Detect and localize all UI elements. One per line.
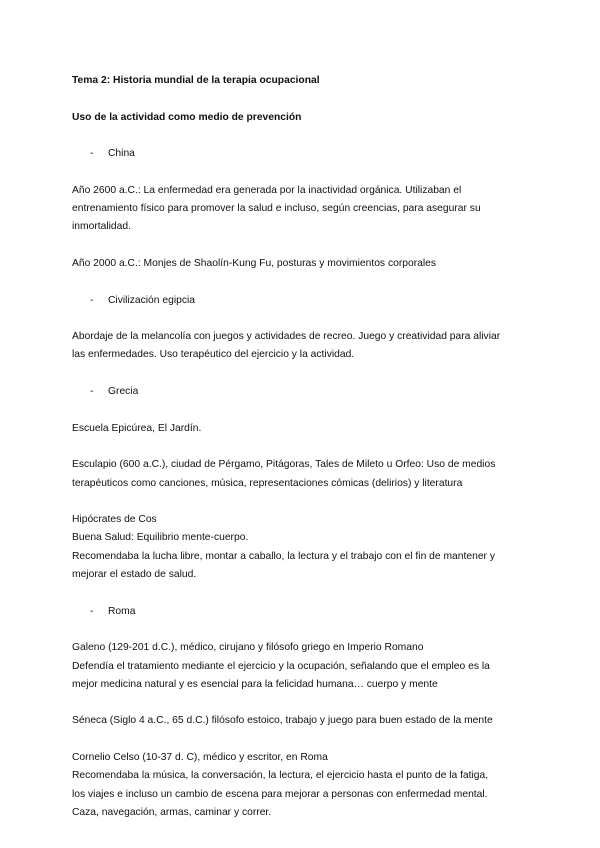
- spacer: [72, 237, 542, 255]
- bullet-egipto: [72, 292, 542, 310]
- spacer: [72, 694, 542, 712]
- paragraph-line: Galeno (129-201 d.C.), médico, cirujano y filósofo griego en Imperio Romano: [72, 642, 424, 654]
- spacer: [72, 438, 542, 456]
- spacer: [72, 493, 542, 511]
- paragraph-line: Escuela Epicúrea, El Jardín.: [72, 422, 202, 434]
- spacer: [72, 401, 542, 419]
- paragraph-line: mejorar el estado de salud.: [72, 569, 197, 581]
- spacer: [72, 365, 542, 383]
- bullet-label: Roma: [108, 605, 136, 617]
- paragraph-line: Séneca (Siglo 4 a.C., 65 d.C.) filósofo estoico, trabajo y juego para buen estado de la mente: [72, 715, 493, 727]
- bullet-grecia: [72, 383, 542, 401]
- paragraph-line: Abordaje de la melancolía con juegos y actividades de recreo. Juego y creatividad para aliviar: [72, 331, 501, 343]
- section-subtitle: Uso de la actividad como medio de prevención: [72, 111, 302, 123]
- bullet-roma: [72, 603, 542, 621]
- paragraph-line: Buena Salud: Equilibrio mente-cuerpo.: [72, 532, 249, 544]
- paragraph-line: Defendía el tratamiento mediante el ejercicio y la ocupación, señalando que el empleo es la: [72, 660, 490, 672]
- paragraph-line: inmortalidad.: [72, 221, 131, 233]
- spacer: [72, 621, 542, 639]
- paragraph-line: Año 2000 a.C.: Monjes de Shaolín-Kung Fu, posturas y movimientos corporales: [72, 257, 437, 269]
- spacer: [72, 163, 542, 181]
- spacer: [72, 584, 542, 602]
- spacer: [72, 731, 542, 749]
- paragraph-line: Año 2600 a.C.: La enfermedad era generada por la inactividad orgánica. Utilizaban el: [72, 184, 462, 196]
- paragraph-line: terapéuticos como canciones, música, representaciones cómicas (delirios) y literatura: [72, 477, 463, 489]
- spacer: [72, 127, 542, 145]
- spacer: [72, 310, 542, 328]
- bullet-china: [72, 145, 542, 163]
- paragraph-line: Cornelio Celso (10-37 d. C), médico y escritor, en Roma: [72, 751, 328, 763]
- paragraph-line: las enfermedades. Uso terapéutico del ejercicio y la actividad.: [72, 349, 355, 361]
- bullet-dash: -: [90, 148, 94, 160]
- paragraph-line: Recomendaba la lucha libre, montar a caballo, la lectura y el trabajo con el fin de mantener y: [72, 550, 495, 562]
- document-body: [72, 72, 542, 822]
- bullet-dash: -: [90, 294, 94, 306]
- paragraph-line: Caza, navegación, armas, caminar y correr.: [72, 806, 272, 818]
- paragraph-line: los viajes e incluso un cambio de escena para mejorar a personas con enfermedad mental.: [72, 788, 488, 800]
- bullet-label: Grecia: [108, 386, 139, 398]
- paragraph-line: Esculapio (600 a.C.), ciudad de Pérgamo, Pitágoras, Tales de Mileto u Orfeo: Uso de medios: [72, 459, 496, 471]
- paragraph-line: mejor medicina natural y es esencial para la felicidad humana… cuerpo y mente: [72, 678, 438, 690]
- bullet-label: China: [108, 148, 135, 160]
- bullet-dash: -: [90, 386, 94, 398]
- spacer: [72, 90, 542, 108]
- bullet-dash: -: [90, 605, 94, 617]
- spacer: [72, 273, 542, 291]
- paragraph-line: entrenamiento físico para promover la salud e incluso, según creencias, para asegurar su: [72, 203, 481, 215]
- bullet-label: Civilización egipcia: [108, 294, 195, 306]
- document-title: Tema 2: Historia mundial de la terapia ocupacional: [72, 75, 320, 86]
- paragraph-line: Hipócrates de Cos: [72, 514, 157, 526]
- paragraph-line: Recomendaba la música, la conversación, la lectura, el ejercicio hasta el punto de la fatiga,: [72, 770, 489, 782]
